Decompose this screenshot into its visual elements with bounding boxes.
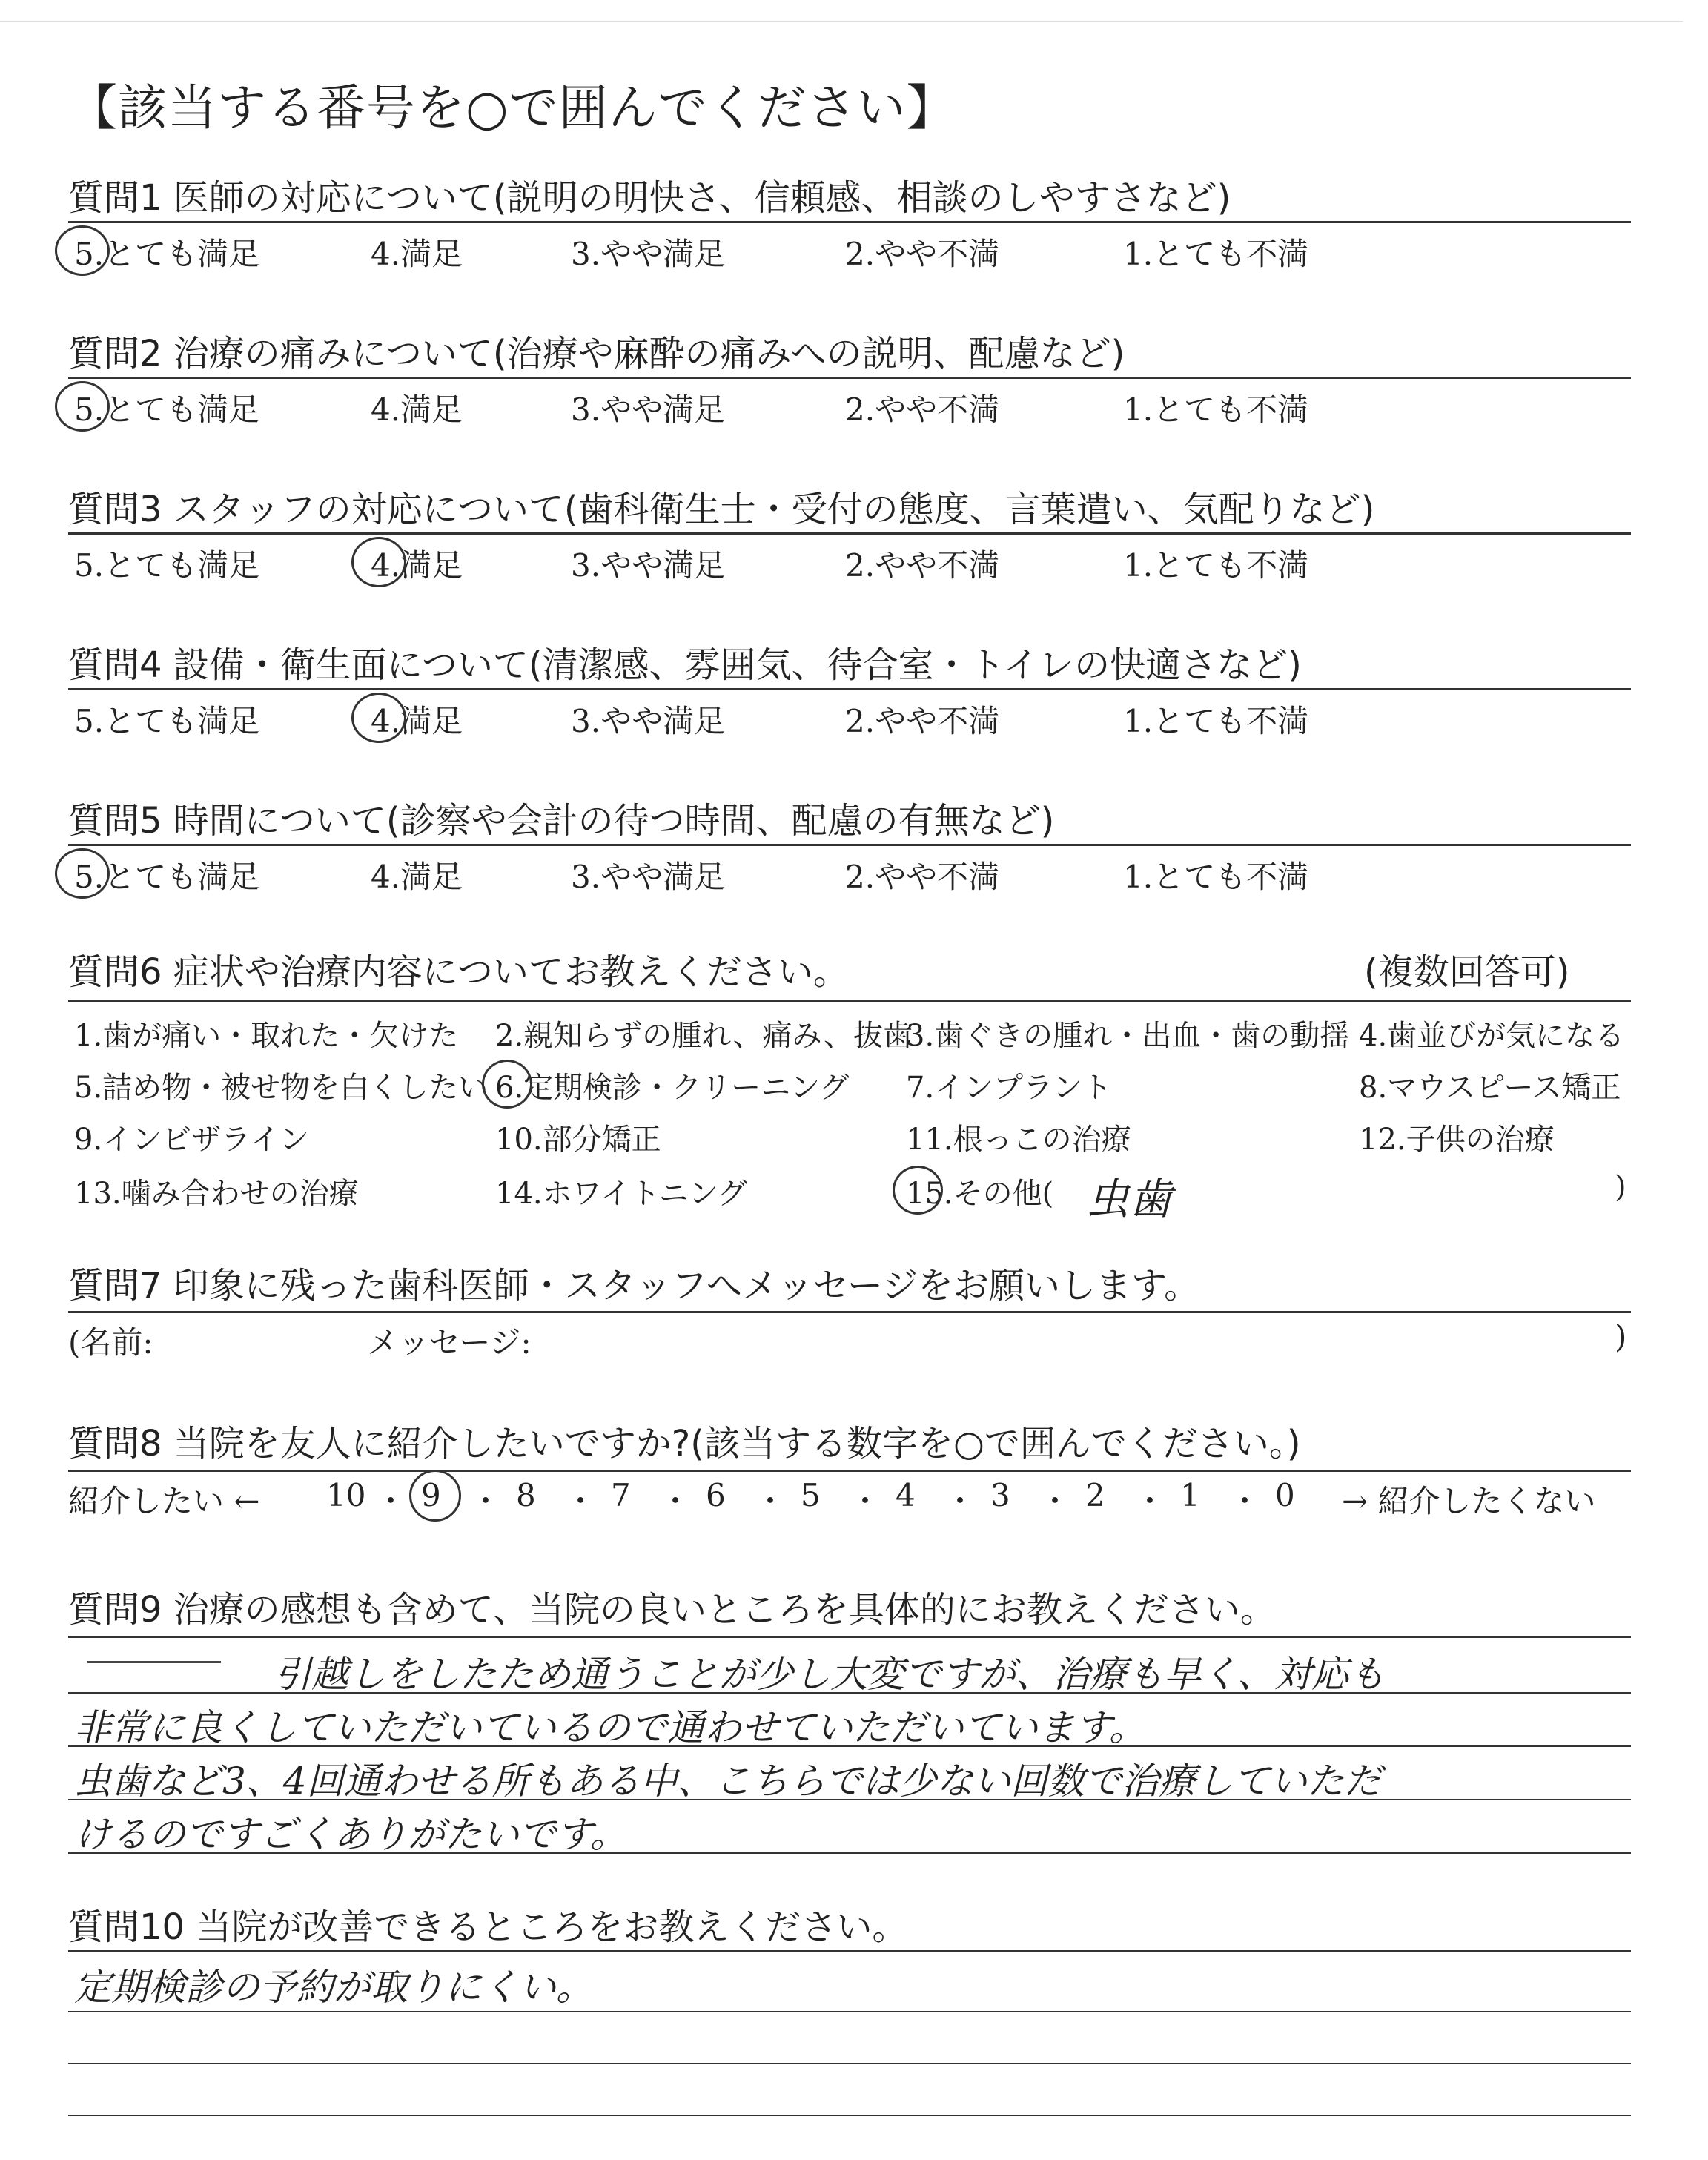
q6-option-7: 7.インプラント: [906, 1071, 1113, 1105]
q1-selected-circle: [55, 225, 110, 276]
q3-rule: [68, 532, 1631, 535]
q6-note: (複数回答可): [1364, 951, 1570, 993]
q8-scale-sep: ・: [1039, 1483, 1071, 1519]
q9-line-2: 非常に良くしていただいているので通わせていただいています。: [74, 1706, 1146, 1749]
q8-left-label: 紹介したい ←: [68, 1483, 260, 1519]
q4-option-4: 4.満足: [371, 703, 463, 739]
q6-option-6: 6.定期検診・クリーニング: [495, 1071, 850, 1105]
q2-option-5: 5.とても満足: [74, 392, 260, 428]
q8-scale-1: 1: [1180, 1477, 1200, 1513]
q8-scale-sep: ・: [1229, 1483, 1261, 1519]
q6-heading: 質問6 症状や治療内容についてお教えください。: [68, 951, 849, 993]
q8-selected-circle: [409, 1470, 461, 1522]
scribble-mark: [87, 1642, 221, 1663]
q7-message-label: メッセージ:: [367, 1324, 532, 1361]
q6-option-15: 15.その他(: [906, 1177, 1054, 1211]
q8-scale-4: 4: [896, 1477, 916, 1513]
q10-heading: 質問10 当院が改善できるところをお教えください。: [68, 1906, 908, 1948]
q3-option-3: 3.やや満足: [571, 547, 726, 584]
q4-option-1: 1.とても不満: [1123, 703, 1309, 739]
q1-option-2: 2.やや不満: [845, 236, 1000, 272]
q8-scale-sep: ・: [1134, 1483, 1166, 1519]
q6-rule: [68, 1000, 1631, 1002]
q10-writing-line-3: [68, 2115, 1631, 2116]
q6-option-1: 1.歯が痛い・取れた・欠けた: [74, 1019, 459, 1053]
q8-scale-sep: ・: [944, 1483, 976, 1519]
q3-option-5: 5.とても満足: [74, 547, 260, 584]
q2-selected-circle: [55, 381, 110, 432]
q6-option-9: 9.インビザライン: [74, 1123, 309, 1157]
q8-right-label: → 紹介したくない: [1342, 1483, 1596, 1519]
top-border: [0, 21, 1683, 22]
q6-selected-circle-15: [893, 1166, 943, 1215]
q8-scale-sep: ・: [565, 1483, 597, 1519]
q6-option-14: 14.ホワイトニング: [495, 1177, 748, 1211]
q8-scale-0: 0: [1275, 1477, 1295, 1513]
q8-scale-6: 6: [706, 1477, 726, 1513]
q6-option-5: 5.詰め物・被せ物を白くしたい: [74, 1071, 489, 1105]
q8-scale-10: 10: [326, 1477, 366, 1513]
q3-option-4: 4.満足: [371, 547, 463, 584]
q9-line-4: けるのですごくありがたいです。: [74, 1813, 627, 1856]
q6-other-text: 虫歯: [1086, 1174, 1173, 1224]
q3-selected-circle: [351, 537, 406, 587]
q6-option-3: 3.歯ぐきの腫れ・出血・歯の動揺: [906, 1019, 1350, 1053]
q8-scale-3: 3: [990, 1477, 1010, 1513]
q8-scale-5: 5: [801, 1477, 821, 1513]
q5-heading: 質問5 時間について(診察や会計の待つ時間、配慮の有無など): [68, 800, 1055, 842]
q4-rule: [68, 688, 1631, 690]
q6-option-4: 4.歯並びが気になる: [1359, 1019, 1625, 1053]
q5-selected-circle: [55, 848, 110, 899]
q10-line-1: 定期検診の予約が取りにくい。: [74, 1966, 593, 2009]
q4-option-3: 3.やや満足: [571, 703, 726, 739]
q4-option-5: 5.とても満足: [74, 703, 260, 739]
q5-option-1: 1.とても不満: [1123, 859, 1309, 895]
q6-other-close: ): [1615, 1170, 1626, 1204]
q6-option-8: 8.マウスピース矯正: [1359, 1071, 1621, 1105]
q9-line-3: 虫歯など3、4回通わせる所もある中、こちらでは少ない回数で治療していただ: [74, 1760, 1382, 1803]
q10-writing-line-2: [68, 2063, 1631, 2064]
q9-line-1: 引越しをしたため通うことが少し大変ですが、治療も早く、対応も: [274, 1653, 1386, 1696]
q9-rule: [68, 1636, 1631, 1638]
q10-writing-line-1: [68, 2011, 1631, 2012]
q3-option-2: 2.やや不満: [845, 547, 1000, 584]
q6-option-2: 2.親知らずの腫れ、痛み、抜歯: [495, 1019, 913, 1053]
q3-option-1: 1.とても不満: [1123, 547, 1309, 584]
q8-scale-sep: ・: [850, 1483, 881, 1519]
q4-heading: 質問4 設備・衛生面について(清潔感、雰囲気、待合室・トイレの快適さなど): [68, 644, 1302, 686]
q8-scale-sep: ・: [755, 1483, 787, 1519]
q4-option-2: 2.やや不満: [845, 703, 1000, 739]
q9-rule-4: [68, 1852, 1631, 1854]
q6-option-10: 10.部分矯正: [495, 1123, 661, 1157]
q8-scale-9: 9: [421, 1477, 441, 1513]
q8-heading: 質問8 当院を友人に紹介したいですか?(該当する数字を○で囲んでください。): [68, 1423, 1301, 1464]
q2-option-1: 1.とても不満: [1123, 392, 1309, 428]
q8-scale-2: 2: [1085, 1477, 1105, 1513]
q6-selected-circle-6: [482, 1060, 532, 1109]
q1-option-3: 3.やや満足: [571, 236, 726, 272]
q5-option-3: 3.やや満足: [571, 859, 726, 895]
q5-option-5: 5.とても満足: [74, 859, 260, 895]
q8-scale-8: 8: [516, 1477, 536, 1513]
q6-option-13: 13.噛み合わせの治療: [74, 1177, 359, 1211]
q9-rule-1: [68, 1692, 1631, 1694]
q8-rule: [68, 1470, 1631, 1472]
q9-rule-3: [68, 1799, 1631, 1800]
q6-option-12: 12.子供の治療: [1359, 1123, 1555, 1157]
q2-rule: [68, 377, 1631, 379]
q2-option-2: 2.やや不満: [845, 392, 1000, 428]
q4-selected-circle: [351, 693, 406, 743]
q10-rule: [68, 1950, 1631, 1952]
q5-rule: [68, 844, 1631, 846]
q7-name-label: (名前:: [68, 1324, 153, 1361]
q2-heading: 質問2 治療の痛みについて(治療や麻酔の痛みへの説明、配慮など): [68, 333, 1125, 374]
q8-scale-sep: ・: [375, 1483, 407, 1519]
q2-option-4: 4.満足: [371, 392, 463, 428]
q1-rule: [68, 221, 1631, 223]
q2-option-3: 3.やや満足: [571, 392, 726, 428]
q5-option-2: 2.やや不満: [845, 859, 1000, 895]
page-title: 【該当する番号を○で囲んでください】: [68, 79, 956, 136]
q7-heading: 質問7 印象に残った歯科医師・スタッフへメッセージをお願いします。: [68, 1265, 1200, 1307]
q1-option-5: 5.とても満足: [74, 236, 260, 272]
q1-heading: 質問1 医師の対応について(説明の明快さ、信頼感、相談のしやすさなど): [68, 177, 1231, 219]
q8-scale-sep: ・: [660, 1483, 692, 1519]
q3-heading: 質問3 スタッフの対応について(歯科衛生士・受付の態度、言葉遣い、気配りなど): [68, 489, 1375, 530]
q7-rule: [68, 1311, 1631, 1313]
q1-option-4: 4.満足: [371, 236, 463, 272]
q8-scale-7: 7: [611, 1477, 631, 1513]
q9-rule-2: [68, 1745, 1631, 1747]
q6-option-11: 11.根っこの治療: [906, 1123, 1131, 1157]
q1-option-1: 1.とても不満: [1123, 236, 1309, 272]
q7-close: ): [1615, 1318, 1627, 1355]
q8-scale-sep: ・: [470, 1483, 502, 1519]
q9-heading: 質問9 治療の感想も含めて、当院の良いところを具体的にお教えください。: [68, 1589, 1276, 1631]
q5-option-4: 4.満足: [371, 859, 463, 895]
